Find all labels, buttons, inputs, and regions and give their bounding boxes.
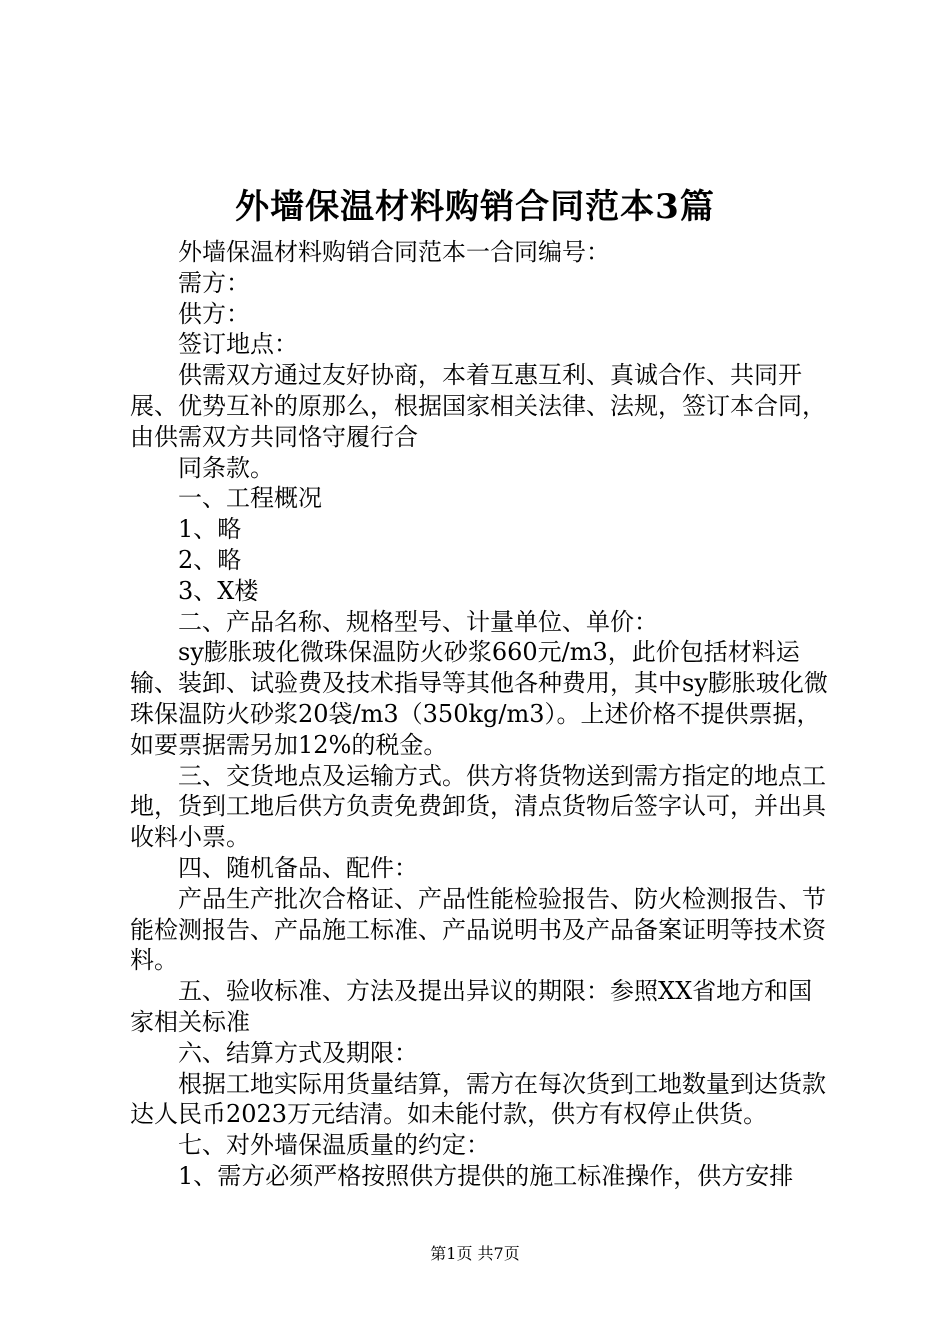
- section-heading-project-overview: 一、工程概况: [178, 484, 322, 513]
- section-heading-accessories: 四、随机备品、配件：: [178, 853, 418, 882]
- list-item: 3、X楼: [178, 576, 259, 605]
- paragraph-accessories: 产品生产批次合格证、产品性能检验报告、防火检测报告、节能检测报告、产品施工标准、产品说明书及产品备案证明等技术资料。: [130, 884, 826, 975]
- paragraph-product-price: sy膨胀玻化微珠保温防火砂浆660元/m3，此价包括材料运输、装卸、试验费及技术指导等其他各种费用，其中sy膨胀玻化微珠保温防火砂浆20袋/m3（350kg/m3）。上述价格不提供票据，如要票据需另加12%的税金。: [130, 638, 828, 759]
- section-heading-product-spec: 二、产品名称、规格型号、计量单位、单价：: [178, 607, 658, 636]
- list-item: 1、略: [178, 515, 242, 544]
- section-heading-quality: 七、对外墙保温质量的约定：: [178, 1131, 490, 1160]
- paragraph-preamble-end: 同条款。: [178, 453, 274, 482]
- page-number: 第1页 共7页: [430, 1244, 520, 1263]
- paragraph-acceptance: 五、验收标准、方法及提出异议的期限：参照XX省地方和国家相关标准: [130, 977, 813, 1036]
- paragraph-contract-number: 外墙保温材料购销合同范本一合同编号：: [178, 238, 610, 266]
- paragraph-buyer: 需方：: [178, 268, 250, 297]
- paragraph-supplier: 供方：: [178, 299, 250, 328]
- paragraph-delivery: 三、交货地点及运输方式。供方将货物送到需方指定的地点工地，货到工地后供方负责免费卸货，清点货物后签字认可，并出具收料小票。: [130, 761, 826, 852]
- section-heading-settlement: 六、结算方式及期限：: [178, 1038, 418, 1067]
- paragraph-preamble: 供需双方通过友好协商，本着互惠互利、真诚合作、共同开展、优势互补的原那么，根据国家相关法律、法规，签订本合同，由供需双方共同恪守履行合: [130, 361, 826, 451]
- paragraph-quality-1: 1、需方必须严格按照供方提供的施工标准操作，供方安排: [178, 1161, 794, 1190]
- list-item: 2、略: [178, 545, 242, 574]
- document-title: 外墙保温材料购销合同范本3篇: [235, 187, 715, 227]
- paragraph-signing-place: 签订地点：: [178, 330, 298, 359]
- document-body: [130, 237, 835, 1192]
- paragraph-settlement: 根据工地实际用货量结算，需方在每次货到工地数量到达货款达人民币2023万元结清。如未能付款，供方有权停止供货。: [130, 1069, 826, 1129]
